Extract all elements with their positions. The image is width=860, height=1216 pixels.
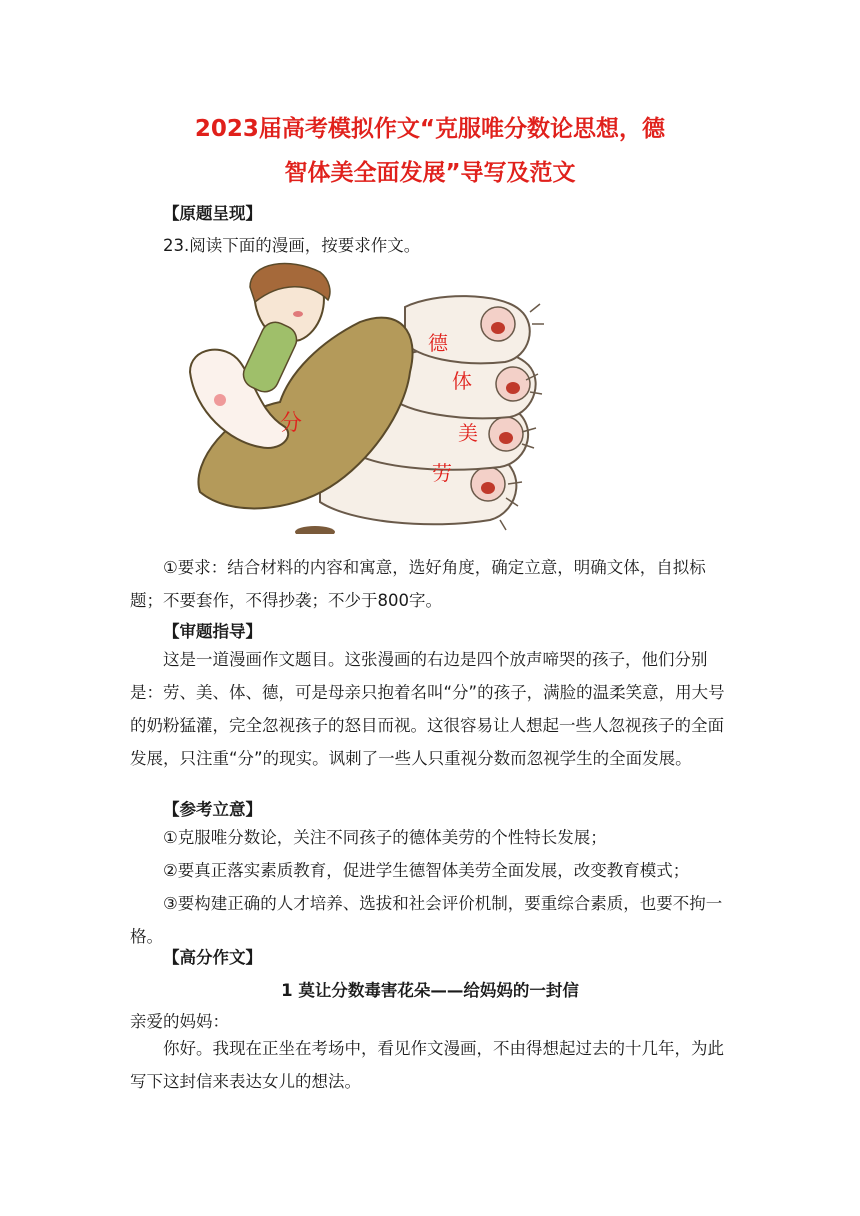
question-text: 23.阅读下面的漫画，按要求作文。	[163, 236, 421, 255]
guide-paragraph: 这是一道漫画作文题目。这张漫画的右边是四个放声啼哭的孩子，他们分别是：劳、美、体、德，可是母亲只抱着名叫“分”的孩子，满脸的温柔笑意，用大号的奶粉猛灌，完全忽视孩子的怒目而视。这很容易让人想起一些人忽视孩子的全面发展，只注重“分”的现实。讽刺了一些人只重视分数而忽视学生的全面发展。	[130, 650, 725, 768]
reference-item-1: ①克服唯分数论，关注不同孩子的德体美劳的个性特长发展；	[163, 828, 607, 847]
reference-header: 【参考立意】	[163, 800, 262, 819]
reference-item-2: ②要真正落实素质教育，促进学生德智体美劳全面发展，改变教育模式；	[163, 861, 690, 880]
label-lao: 劳	[432, 463, 452, 485]
essay-title: 1 莫让分数毒害花朵——给妈妈的一封信	[281, 981, 579, 1000]
crying-child-de	[405, 296, 530, 363]
reference-item-3: ③要构建正确的人才培养、选拔和社会评价机制，要重综合素质，也要不拘一格。	[130, 894, 723, 946]
title-line-1: 2023届高考模拟作文“克服唯分数论思想，德	[194, 116, 666, 142]
requirement-paragraph: ①要求：结合材料的内容和寓意，选好角度，确定立意，明确文体，自拟标题；不要套作，不得抄袭；不少于800字。	[130, 558, 706, 610]
label-fen: 分	[280, 410, 303, 435]
label-ti: 体	[452, 371, 472, 393]
original-header: 【原题呈现】	[163, 204, 262, 223]
essay-paragraph-1: 你好。我现在正坐在考场中，看见作文漫画，不由得想起过去的十几年，为此写下这封信来表达女儿的想法。	[130, 1039, 724, 1091]
comic-illustration	[170, 262, 550, 534]
label-mei: 美	[458, 423, 478, 445]
label-de: 德	[428, 333, 448, 355]
essay-header: 【高分作文】	[163, 948, 262, 967]
title-line-2: 智体美全面发展”导写及范文	[284, 160, 576, 186]
guide-header: 【审题指导】	[163, 622, 262, 641]
essay-salutation: 亲爱的妈妈：	[130, 1012, 229, 1031]
